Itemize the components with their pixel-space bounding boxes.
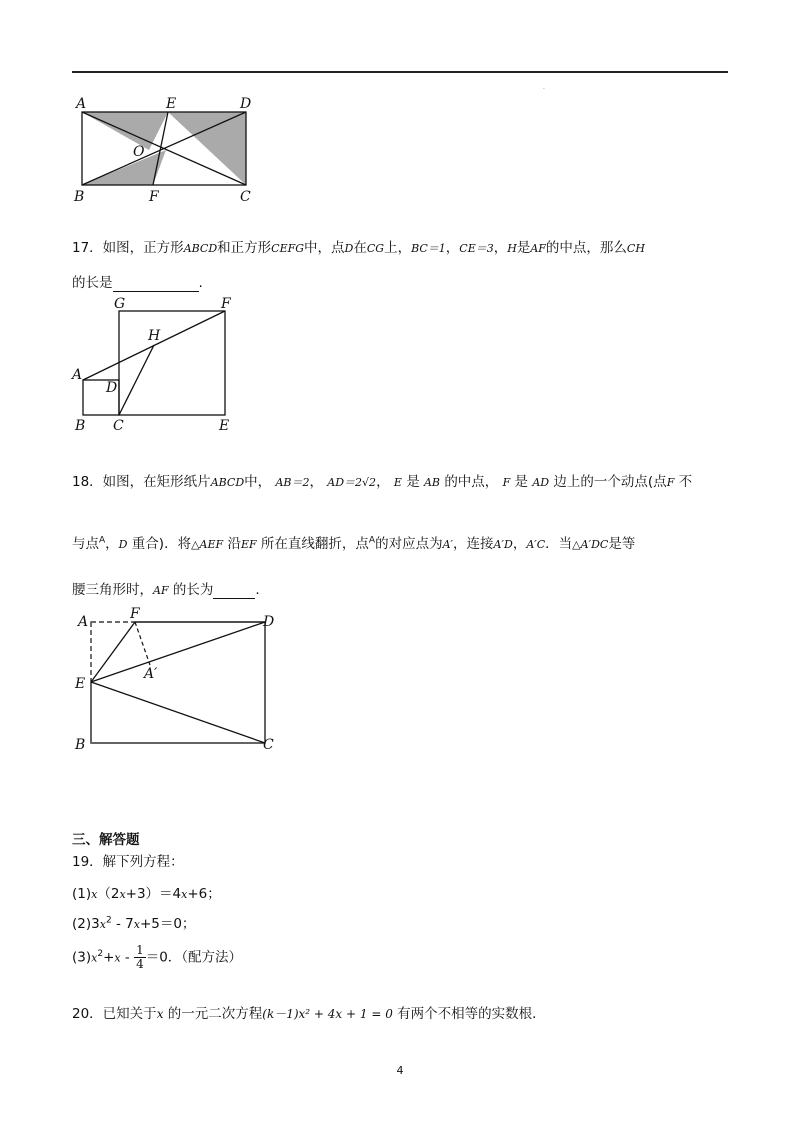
label-C: C [113,418,124,432]
question-19-part-1: (1)x（2x+3）＝4x+6； [72,886,221,902]
header-rule [72,71,728,73]
label-A: A [76,96,87,112]
question-20: 20．已知关于x 的一元二次方程(k－1)x² + 4x + 1 = 0 有两个不相等的实数根． [72,1006,546,1022]
section-heading: 三、解答题 [72,832,140,848]
label-E: E [166,96,177,112]
label-F: F [130,606,140,622]
label-B: B [75,418,86,432]
question-17-line-1: 17．如图，正方形ABCD和正方形CEFG中，点D在CG上，BC＝1，CE＝3，H是AF的中点，那么CH [72,240,645,256]
label-B: B [75,737,86,753]
fraction-one-quarter: $\frac{1}{4}$ [136,943,144,971]
question-19-part-3: $(3)x^2+x$ - $\frac{1}{4}$ ＝0．（配方法） [72,943,243,971]
question-18-line-1: 18．如图，在矩形纸片ABCD中， AB＝2， AD＝2√2， E 是 AB 的中点， F 是 AD 边上的一个动点(点F 不 [72,474,693,490]
figure-rectangle-abcd-shaded [70,94,270,210]
answer-blank-17 [113,275,199,292]
page-number: 4 [396,1064,404,1077]
label-H: H [148,328,161,344]
question-19-part-2: $(2)3x^2 - 7x+5=0$； [72,915,196,932]
question-19-title: 19．解下列方程： [72,854,184,870]
label-E: E [75,676,86,692]
question-18-line-2: 与点$^A$，D 重合)．将△AEF 沿EF 所在直线翻折，点$^A$的对应点为A′，连接A′D，A′C．当△A′DC是等 [72,535,636,552]
label-D: D [106,380,118,396]
label-G: G [114,296,126,312]
label-D: D [240,96,252,112]
label-D: D [263,614,275,630]
label-O: O [133,144,145,160]
label-E: E [219,418,230,432]
label-A: A [78,614,89,630]
question-18-line-3: 腰三角形时，AF 的长为 . [72,582,260,598]
label-B: B [74,189,85,205]
label-F: F [149,189,159,205]
label-C: C [263,737,274,753]
figure-two-squares [70,292,250,436]
label-A-prime: A′ [144,666,158,682]
label-C: C [240,189,251,205]
question-17-line-2: 的长是 . [72,275,203,291]
answer-blank-18 [213,582,255,599]
figure-fold-rectangle [70,604,290,760]
label-A: A [72,367,83,383]
speck: · [543,86,545,93]
label-F: F [221,296,231,312]
